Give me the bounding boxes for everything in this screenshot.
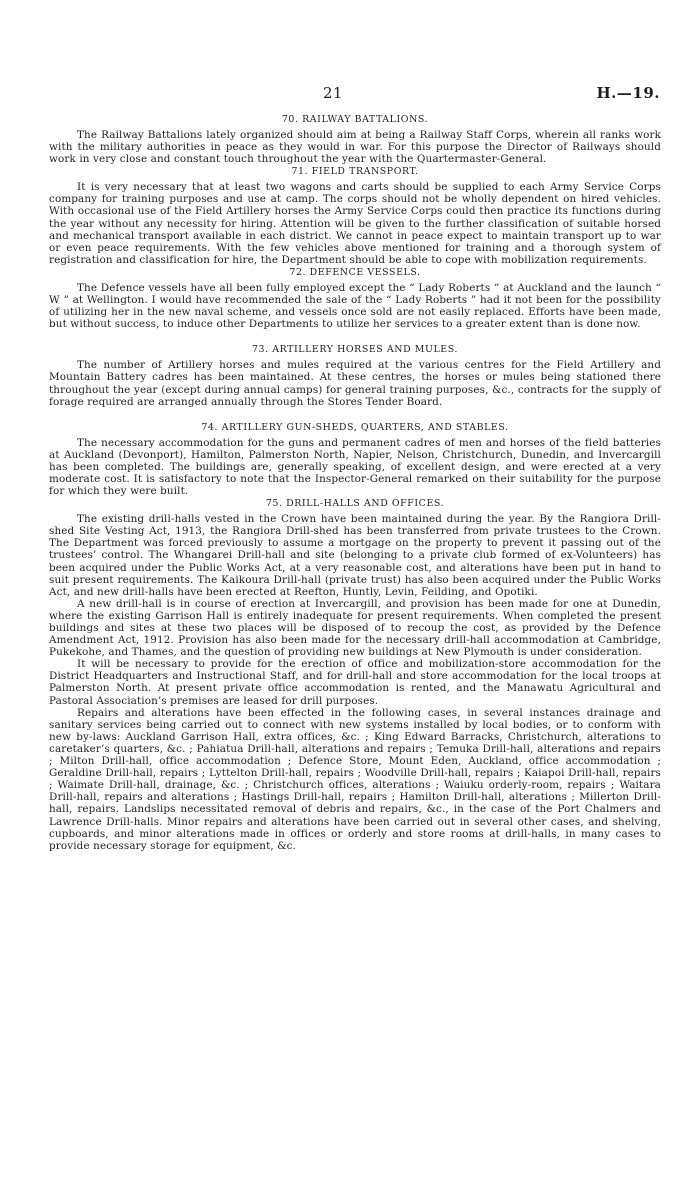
document-reference: H.—19.: [596, 84, 660, 102]
section-gun-sheds: [49, 422, 661, 497]
paragraph: A new drill-hall is in course of erection at Invercargill, and provision has been made for one at Dunedin, where the existing Garrison Hall is entirely inadequate for present requirements. When completed the present buildings and sites at these two places will be disposed of to recoup the cost, as provided by the Defence Amendment Act, 1912. Provision has also been made for the necessary drill-hall accommodation at Cambridge, Pukekohe, and Thames, and the question of providing new buildings at New Plymouth is under consideration.: [49, 597, 661, 659]
section-drill-halls: [49, 498, 661, 852]
section-heading: 75. DRILL-HALLS AND OFFICES.: [265, 498, 445, 510]
paragraph: The existing drill-halls vested in the Crown have been maintained during the year. By the Rangiora Drill-shed Site Vesting Act, 1913, the Rangiora Drill-shed has been transferred from private trustees to the Crown. The Department was forced previously to assume a mortgage on the property to prevent it passing out of the trustees’ control. The Whangarei Drill-hall and site (belonging to a private club formed of ex-Volunteers) has been acquired under the Public Works Act, at a very reasonable cost, and alterations have been put in hand to suit present requirements. The Kaikoura Drill-hall (private trust) has also been acquired under the Public Works Act, and new drill-halls have been erected at Reefton, Huntly, Levin, Feilding, and Opotiki.: [49, 513, 661, 598]
paragraph: The necessary accommodation for the guns and permanent cadres of men and horses of the field batteries at Auckland (Devonport), Hamilton, Palmerston North, Napier, Nelson, Christchurch, Dunedin, and Invercargill has been completed. The buildings are, generally speaking, of excellent design, and were erected at a very moderate cost. It is satisfactory to note that the Inspector-General remarked on their suitability for the purpose for which they were built.: [49, 436, 661, 498]
paragraph: The Defence vessels have all been fully employed except the “ Lady Roberts ” at Auckland and the launch “ W ” at Wellington. I would have recommended the sale of the “ Lady Roberts ” had it not been for the possibility of utilizing her in the new naval scheme, and vessels once sold are not easily replaced. Efforts have been made, but without success, to induce other Departments to utilize her services to a greater extent than is done now.: [49, 281, 661, 331]
section-heading: 70. RAILWAY BATTALIONS.: [281, 114, 429, 125]
page-number: 21: [323, 84, 343, 102]
paragraph: It is very necessary that at least two wagons and carts should be supplied to each Army Service Corps company for training purposes and use at camp. The corps should not be wholly dependent on hired vehicles. With occasional use of the Field Artillery horses the Army Service Corps could then practice its functions during the year without any necessity for hiring. Attention will be given to the further classification of suitable horsed and mechanical transport available in each district. We cannot in peace expect to maintain transport up to war or even peace requirements. With the few vehicles above mentioned for training and a thorough system of registration and classification for hire, the Department should be able to cope with mobilization requirements.: [49, 181, 661, 266]
section-heading: 71. FIELD TRANSPORT.: [291, 166, 419, 178]
paragraph: The number of Artillery horses and mules required at the various centres for the Field Artillery and Mountain Battery cadres has been maintained. At these centres, the horses or mules being stationed there throughout the year (except during annual camps) for general training purposes, &c., contracts for the supply of forage required are arranged annually through the Stores Tender Board.: [49, 359, 661, 408]
paragraph: It will be necessary to provide for the erection of office and mobilization-store accommodation for the District Headquarters and Instructional Staff, and for drill-hall and store accommodation for the local troops at Palmerston North. At present private office accommodation is rented, and the Manawatu Agricultural and Pastoral Association’s premises are leased for drill purposes.: [49, 658, 661, 707]
section-railway-battalions: [49, 114, 661, 165]
section-defence-vessels: [49, 267, 661, 330]
section-field-transport: [49, 166, 661, 266]
paragraph: The Railway Battalions lately organized should aim at being a Railway Staff Corps, wherein all ranks work with the military authorities in peace as they would in war. For this purpose the Director of Railways should work in very close and constant touch throughout the year with the Quartermaster-General.: [49, 129, 661, 166]
section-heading: 74. ARTILLERY GUN-SHEDS, QUARTERS, AND STABLES.: [201, 421, 509, 433]
document-body: [49, 114, 661, 852]
paragraph: Repairs and alterations have been effected in the following cases, in several instances drainage and sanitary services being carried out to connect with new systems installed by local bodies, or to conform with new by-laws: Auckland Garrison Hall, extra offices, &c. ; King Edward Barracks, Christchurch, alterations to caretaker’s quarters, &c. ; Pahiatua Drill-hall, alterations and repairs ; Temuka Drill-hall, alterations and repairs ; Milton Drill-hall, office accommodation ; Defence Store, Mount Eden, Auckland, office accommodation ; Geraldine Drill-hall, repairs ; Lyttelton Drill-hall, repairs ; Woodville Drill-hall, repairs ; Kaiapoi Drill-hall, repairs ; Waimate Drill-hall, drainage, &c. ; Christchurch offices, alterations ; Waiuku orderly-room, repairs ; Waitara Drill-hall, repairs and alterations ; Hastings Drill-hall, repairs ; Hamilton Drill-hall, alterations ; Millerton Drill-hall, repairs. Landslips necessitated removal of debris and repairs, &c., in the case of the Port Chalmers and Lawrence Drill-halls. Minor repairs and alterations have been carried out in several other cases, and shelving, cupboards, and minor alterations made in offices or orderly and store rooms at drill-halls, in many cases to provide necessary storage for equipment, &c.: [49, 706, 661, 852]
section-heading: 72. DEFENCE VESSELS.: [289, 266, 421, 278]
section-heading: 73. ARTILLERY HORSES AND MULES.: [251, 344, 459, 356]
section-artillery-horses: [49, 344, 661, 407]
